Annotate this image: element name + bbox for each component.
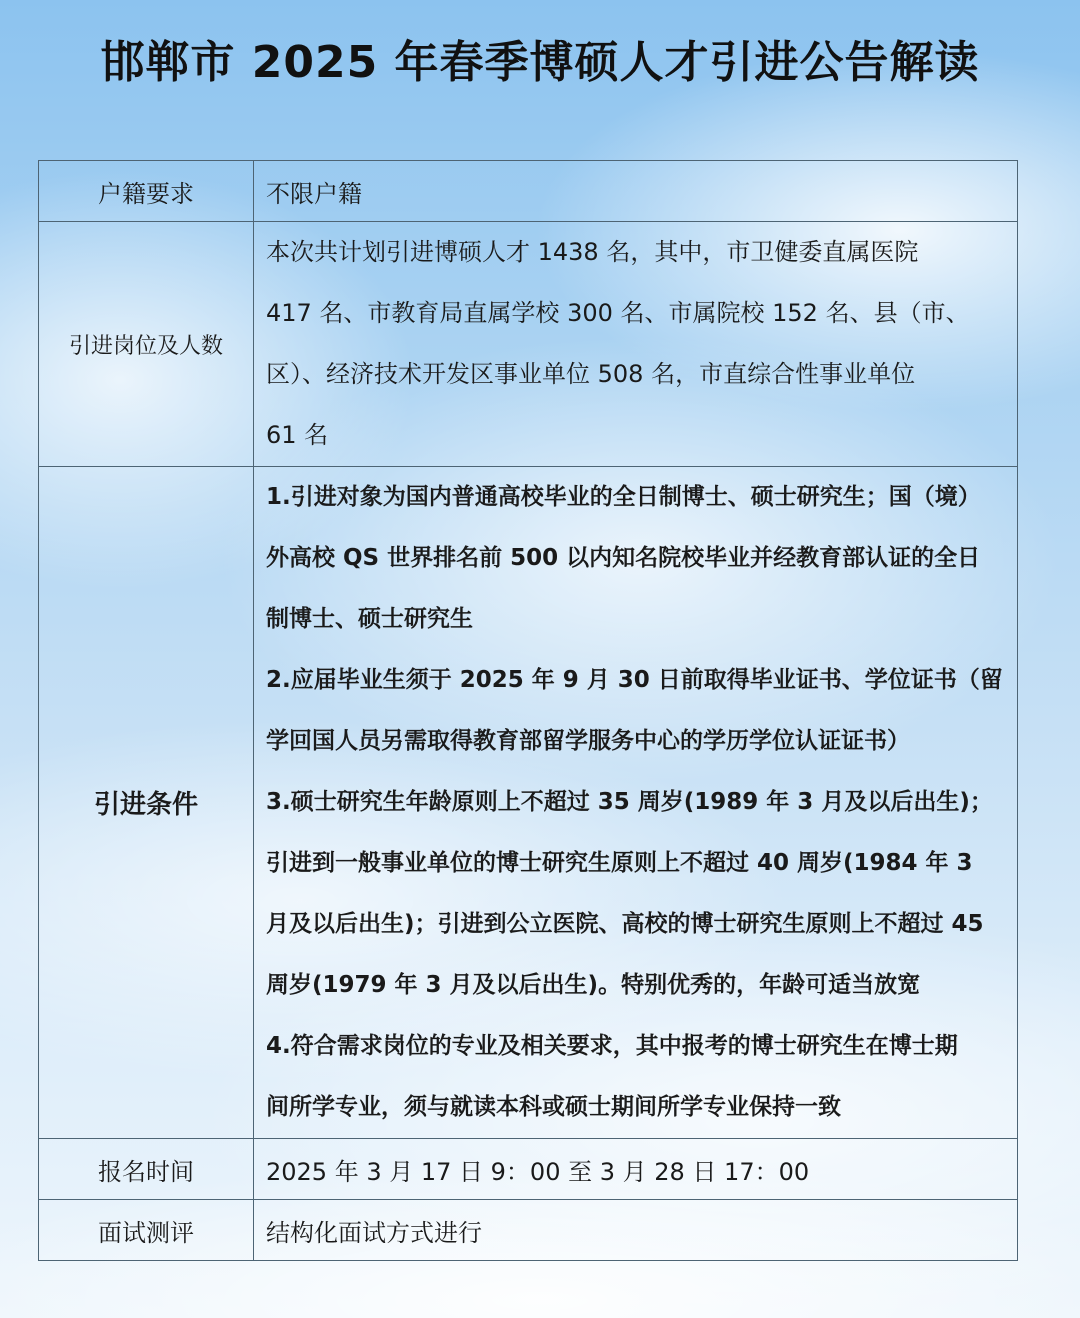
text-line: 周岁(1979 年 3 月及以后出生)。特别优秀的，年龄可适当放宽 [266, 972, 921, 998]
table-row-conditions [39, 467, 1018, 1139]
row-value-registration-time: 2025 年 3 月 17 日 9：00 至 3 月 28 日 17：00 [254, 1139, 1018, 1200]
text-line: 制博士、硕士研究生 [266, 606, 473, 632]
row-value-conditions [254, 467, 1018, 1139]
text-line: 引进到一般事业单位的博士研究生原则上不超过 40 周岁(1984 年 3 [266, 850, 973, 876]
text-line: 区）、经济技术开发区事业单位 508 名，市直综合性事业单位 [266, 360, 916, 388]
text-line: 间所学专业，须与就读本科或硕士期间所学专业保持一致 [266, 1094, 841, 1120]
text-line: 4.符合需求岗位的专业及相关要求，其中报考的博士研究生在博士期 [266, 1033, 958, 1059]
row-value-residence: 不限户籍 [254, 161, 1018, 222]
text-line: 1.引进对象为国内普通高校毕业的全日制博士、硕士研究生；国（境） [266, 484, 981, 510]
row-value-interview: 结构化面试方式进行 [254, 1200, 1018, 1261]
row-label-conditions: 引进条件 [39, 467, 254, 1139]
text-line: 学回国人员另需取得教育部留学服务中心的学历学位认证证书） [266, 728, 910, 754]
text-line: 61 名 [266, 421, 329, 449]
page-title: 邯郸市 2025 年春季博硕人才引进公告解读 [100, 37, 980, 88]
text-line: 2.应届毕业生须于 2025 年 9 月 30 日前取得毕业证书、学位证书（留 [266, 667, 1003, 693]
row-label-registration-time: 报名时间 [39, 1139, 254, 1200]
row-label-positions: 引进岗位及人数 [39, 222, 254, 467]
text-line: 外高校 QS 世界排名前 500 以内知名院校毕业并经教育部认证的全日 [266, 545, 981, 571]
text-line: 月及以后出生)；引进到公立医院、高校的博士研究生原则上不超过 45 [266, 911, 984, 937]
text-line: 417 名、市教育局直属学校 300 名、市属院校 152 名、县（市、 [266, 299, 970, 327]
table-row-registration-time [39, 1139, 1018, 1200]
text-line: 本次共计划引进博硕人才 1438 名，其中，市卫健委直属医院 [266, 238, 919, 266]
text-line: 3.硕士研究生年龄原则上不超过 35 周岁(1989 年 3 月及以后出生)； [266, 789, 993, 815]
announcement-table [38, 160, 1018, 1261]
conditions-text-block [266, 467, 1009, 1138]
positions-text-block [266, 222, 1009, 466]
table-row-residence [39, 161, 1018, 222]
table-row-interview [39, 1200, 1018, 1261]
row-label-residence: 户籍要求 [39, 161, 254, 222]
row-label-interview: 面试测评 [39, 1200, 254, 1261]
row-value-positions [254, 222, 1018, 467]
table-row-positions [39, 222, 1018, 467]
